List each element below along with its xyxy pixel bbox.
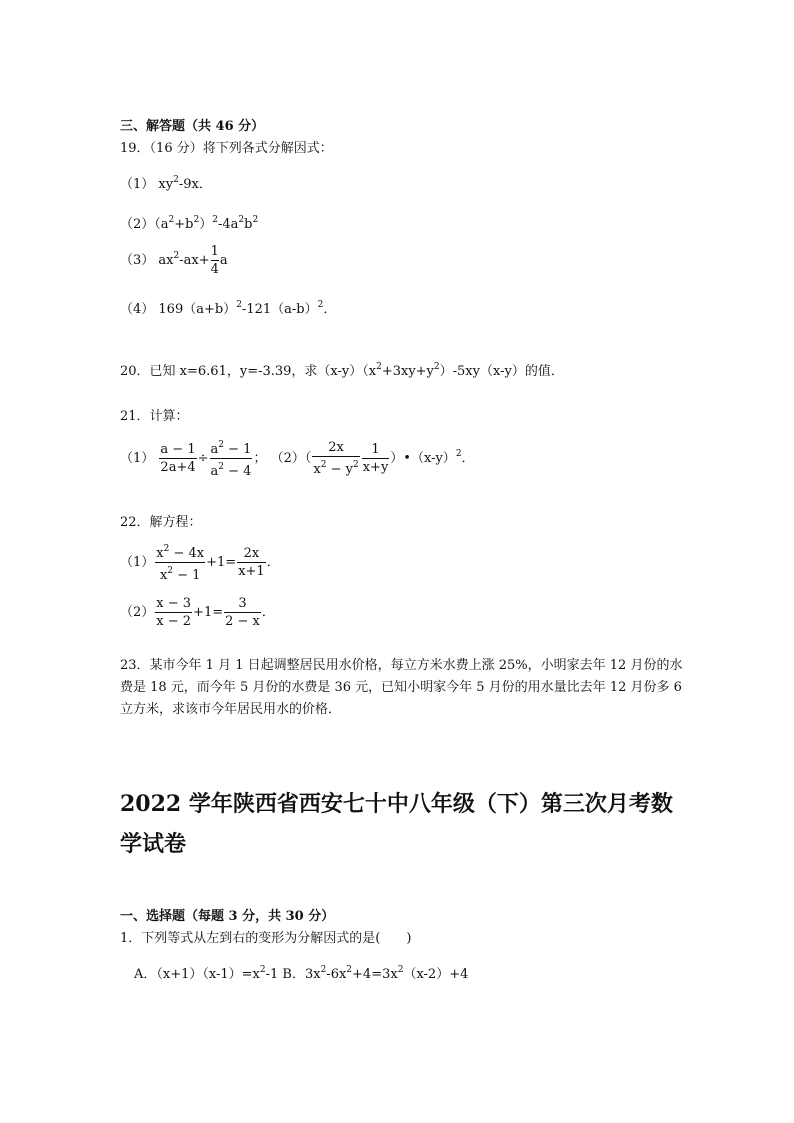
question-19-part-2: $(2)(a^2+b^2)^2-4a^2b^2$ bbox=[120, 215, 259, 232]
section-heading: 三、解答题（共 46 分） bbox=[120, 119, 265, 134]
fraction: $\frac{1}{x+y}$ bbox=[362, 442, 389, 475]
question-19-part-4: （4） $169(a+b)^2-121(a-b)^2$． bbox=[120, 300, 337, 317]
fraction: $\frac{a^2 - 1}{a^2 - 4}$ bbox=[210, 440, 252, 479]
question-22-part-2: （2） $\frac{x - 3}{x - 2}$ +1= $\frac{3}{2 - x}$ ． bbox=[120, 596, 275, 629]
question-19-part-3: （3） $ax^2-ax+$ $\frac{1}{4}$ a bbox=[120, 244, 228, 277]
fraction: $\frac{3}{2 - x}$ bbox=[225, 596, 260, 629]
question-19-stem: 19．（16 分）将下列各式分解因式： bbox=[120, 141, 333, 156]
fraction: $\frac{2x}{x^2 - y^2}$ bbox=[313, 440, 359, 477]
question-1-options: A．$(x+1)(x-1)=x^2-1$ B．$3x^2-6x^2+4=3x^2(x-2)+4$ bbox=[134, 965, 469, 982]
question-21-parts: （1） $\frac{a - 1}{2a+4}$ ÷ $\frac{a^2 - 1}{a^2 - 4}$ ； （2）（ $\frac{2x}{x^2 - y^2}$ $\frac{1}{x+y}$ ）$•(x-y)^2$． bbox=[120, 440, 475, 479]
fraction: $\frac{a - 1}{2a+4}$ bbox=[160, 442, 196, 475]
question-19-part-1: （1） $xy^2-9x$． bbox=[120, 175, 212, 192]
fraction: $\frac{x - 3}{x - 2}$ bbox=[156, 596, 192, 629]
question-22-part-1: （1） $\frac{x^2 - 4x}{x^2 - 1}$ +1= $\frac{2x}{x+1}$ ． bbox=[120, 544, 280, 583]
fraction: $\frac{x^2 - 4x}{x^2 - 1}$ bbox=[156, 544, 205, 583]
question-21-stem: 21．计算： bbox=[120, 409, 189, 424]
page-title: 2022 学年陕西省西安七十中八年级（下）第三次月考数学试卷 bbox=[120, 791, 673, 857]
question-23: 23．某市今年 1 月 1 日起调整居民用水价格，每立方米水费上涨 25%，小明家去年 12 月份的水费是 18 元，而今年 5 月份的水费是 36 元，已知小明家今年 5 月份的用水量比去年 12 月份多 6 立方米，求该市今年居民用水的价格． bbox=[120, 658, 683, 717]
fraction: $\frac{2x}{x+1}$ bbox=[238, 546, 265, 579]
fraction-one-quarter: $\frac{1}{4}$ bbox=[210, 244, 219, 277]
question-20: 20．已知 x=6.61，y=-3.39，求$(x-y)(x^2+3xy+y^2)-5xy(x-y)$的值． bbox=[120, 362, 564, 379]
question-1-stem: 1．下列等式从左到右的变形为分解因式的是( ) bbox=[120, 931, 412, 946]
question-22-stem: 22．解方程： bbox=[120, 515, 202, 530]
section-heading: 一、选择题（每题 3 分，共 30 分） bbox=[120, 909, 335, 924]
